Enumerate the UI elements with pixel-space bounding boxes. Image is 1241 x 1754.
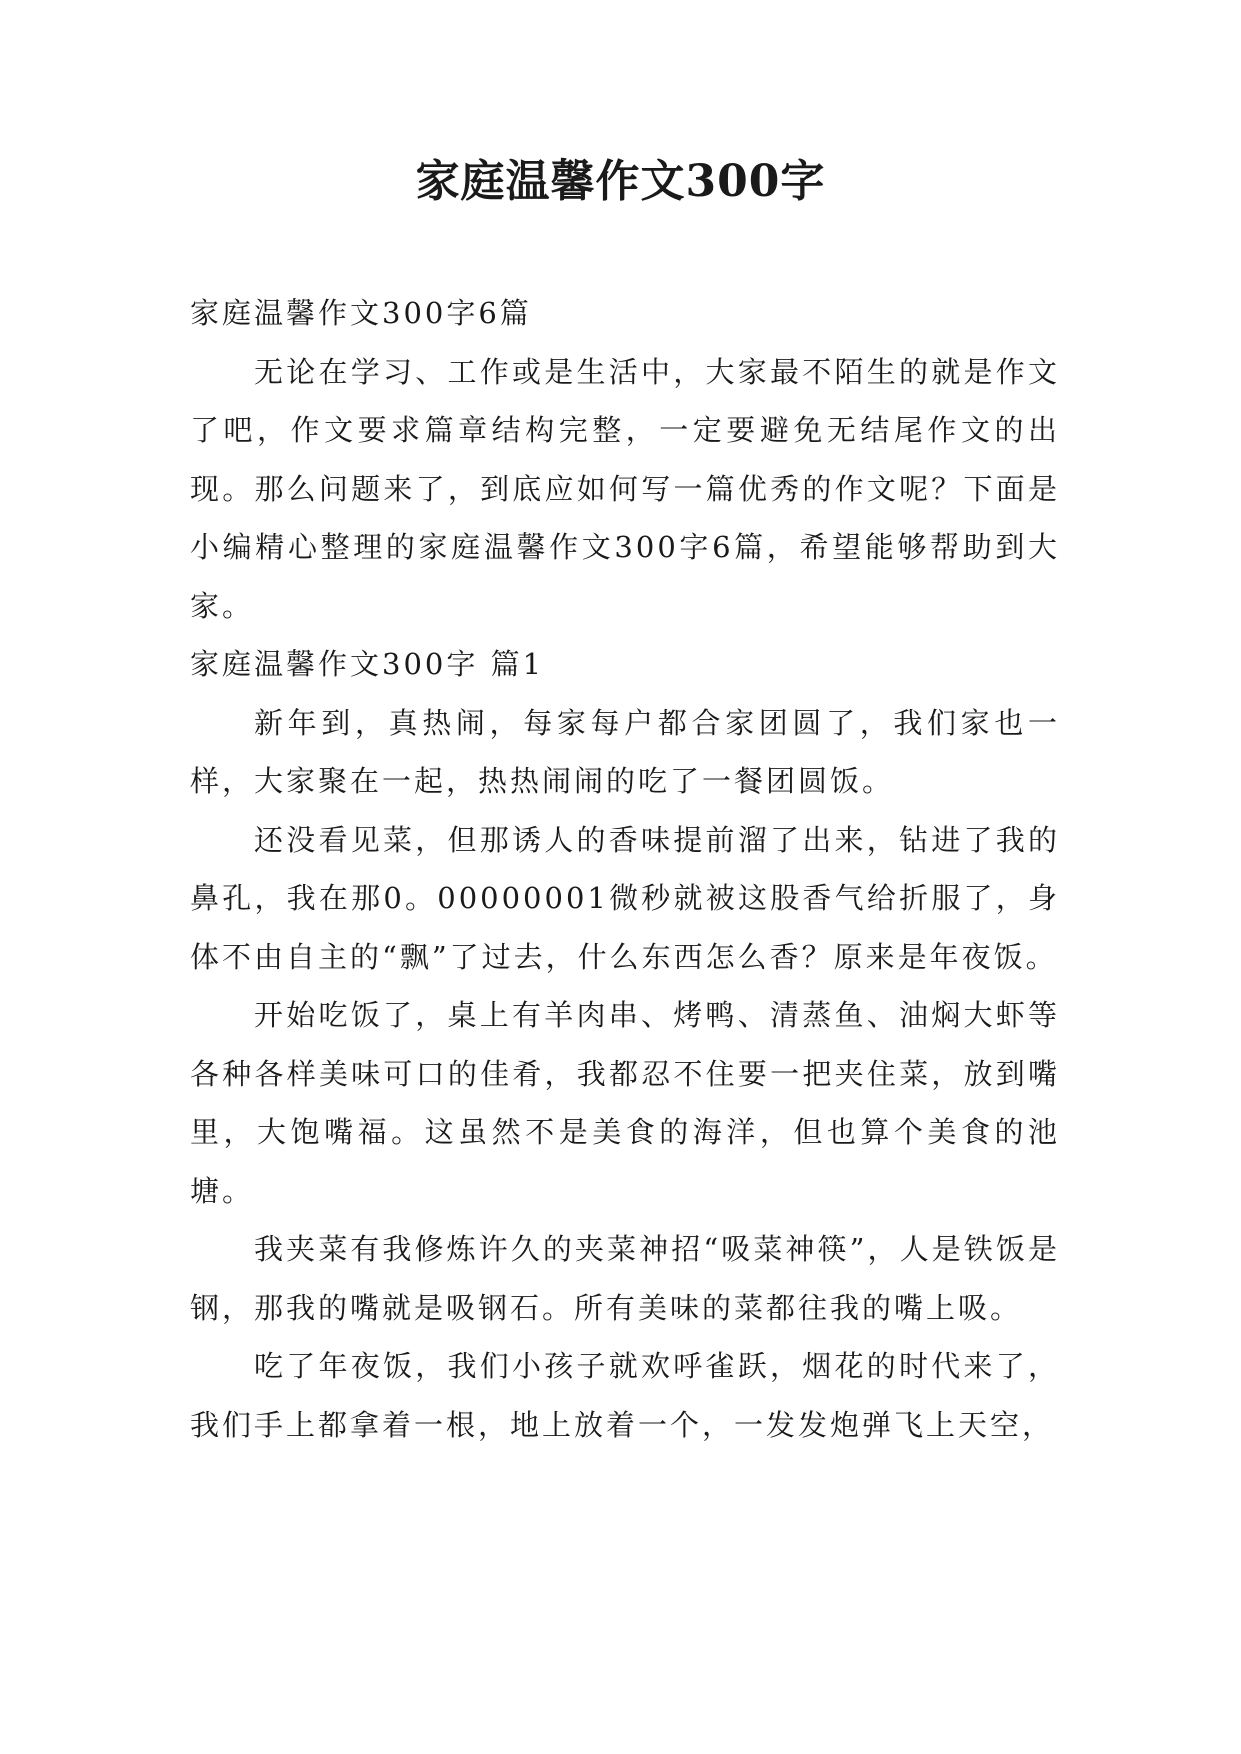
paragraph-intro: 无论在学习、工作或是生活中，大家最不陌生的就是作文了吧，作文要求篇章结构完整，一定要避免无结尾作文的出现。那么问题来了，到底应如何写一篇优秀的作文呢？下面是小编精心整理的家庭温馨作文300字6篇，希望能够帮助到大家。	[190, 354, 1060, 623]
section-heading: 家庭温馨作文300字 篇1	[190, 647, 545, 681]
paragraph: 吃了年夜饭，我们小孩子就欢呼雀跃，烟花的时代来了，我们手上都拿着一根，地上放着一个，一发发炮弹飞上天空，	[190, 1349, 1060, 1442]
paragraph: 还没看见菜，但那诱人的香味提前溜了出来，钻进了我的鼻孔，我在那0。00000001微秒就被这股香气给折服了，身体不由自主的“飘”了过去，什么东西怎么香？原来是年夜饭。	[190, 822, 1060, 974]
document-title: 家庭温馨作文300字	[415, 156, 826, 207]
document-body	[190, 284, 1060, 1454]
paragraph-subtitle: 家庭温馨作文300字6篇	[190, 296, 532, 330]
paragraph: 我夹菜有我修炼许久的夹菜神招“吸菜神筷”，人是铁饭是钢，那我的嘴就是吸钢石。所有美味的菜都往我的嘴上吸。	[190, 1232, 1060, 1325]
paragraph: 新年到，真热闹，每家每户都合家团圆了，我们家也一样，大家聚在一起，热热闹闹的吃了一餐团圆饭。	[190, 705, 1060, 798]
paragraph: 开始吃饭了，桌上有羊肉串、烤鸭、清蒸鱼、油焖大虾等各种各样美味可口的佳肴，我都忍不住要一把夹住菜，放到嘴里，大饱嘴福。这虽然不是美食的海洋，但也算个美食的池塘。	[190, 998, 1060, 1208]
